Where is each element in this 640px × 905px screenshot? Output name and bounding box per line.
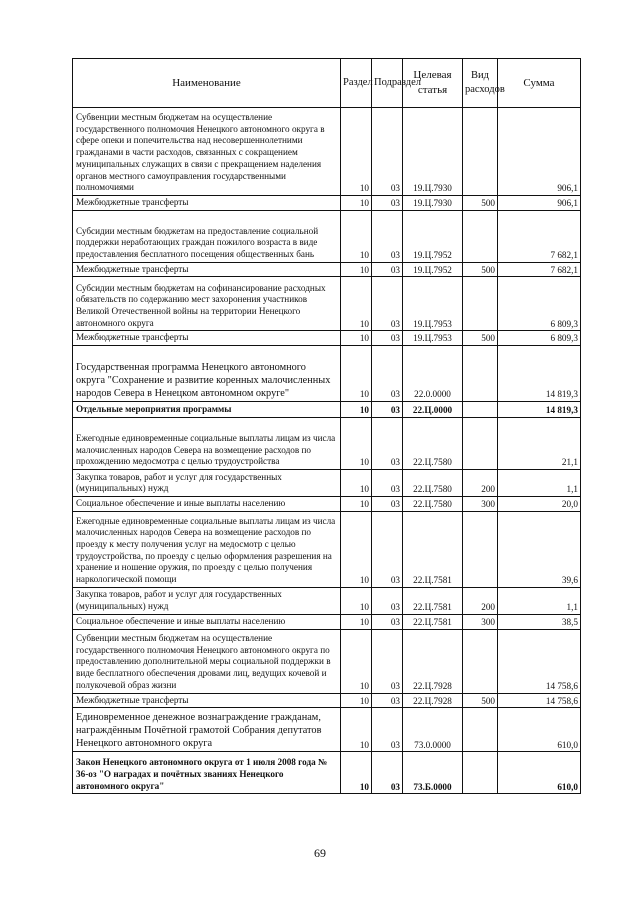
row-type	[463, 108, 498, 196]
row-target: 22.Ц.7580	[403, 470, 463, 497]
row-target: 19.Ц.7930	[403, 196, 463, 211]
row-type	[463, 511, 498, 587]
row-type: 500	[463, 196, 498, 211]
table-row	[73, 497, 581, 512]
row-target: 73.Б.0000	[403, 752, 463, 794]
row-sum: 610,0	[498, 708, 581, 752]
row-subsection: 03	[372, 587, 403, 614]
row-target: 22.0.0000	[403, 346, 463, 402]
row-sum: 906,1	[498, 196, 581, 211]
row-type	[463, 277, 498, 331]
row-section: 10	[341, 511, 372, 587]
row-sum: 7 682,1	[498, 262, 581, 277]
table-row	[73, 587, 581, 614]
table-row	[73, 402, 581, 418]
row-name: Межбюджетные трансферты	[73, 262, 341, 277]
table-row	[73, 108, 581, 196]
row-target: 19.Ц.7952	[403, 262, 463, 277]
row-section: 10	[341, 497, 372, 512]
table-row	[73, 511, 581, 587]
row-section: 10	[341, 752, 372, 794]
header-section: Раздел	[341, 59, 372, 108]
row-subsection: 03	[372, 629, 403, 693]
row-name: Субвенции местным бюджетам на осуществление государственного полномочия Ненецкого автономного округа по предоставлению дополнительной меры социальной поддержки в виде бесплатного обеспечения дровами лиц, ведущих кочевой и полукочевой образ жизни	[73, 629, 341, 693]
row-target: 22.Ц.7581	[403, 587, 463, 614]
table-row	[73, 331, 581, 346]
row-sum: 6 809,3	[498, 277, 581, 331]
row-subsection: 03	[372, 210, 403, 262]
table-row	[73, 752, 581, 794]
row-name: Единовременное денежное вознаграждение гражданам, награждённым Почётной грамотой Собрания депутатов Ненецкого автономного округа	[73, 708, 341, 752]
page-number: 69	[314, 846, 326, 860]
row-name: Межбюджетные трансферты	[73, 196, 341, 211]
table-row	[73, 708, 581, 752]
row-sum: 21,1	[498, 418, 581, 470]
table-row	[73, 418, 581, 470]
row-type: 200	[463, 470, 498, 497]
row-section: 10	[341, 470, 372, 497]
row-type: 500	[463, 693, 498, 708]
row-subsection: 03	[372, 262, 403, 277]
row-sum: 610,0	[498, 752, 581, 794]
header-name: Наименование	[73, 59, 341, 108]
table-row	[73, 693, 581, 708]
row-sum: 20,0	[498, 497, 581, 512]
row-section: 10	[341, 693, 372, 708]
row-subsection: 03	[372, 331, 403, 346]
row-type: 200	[463, 587, 498, 614]
row-type	[463, 346, 498, 402]
row-target: 22.Ц.0000	[403, 402, 463, 418]
row-type	[463, 402, 498, 418]
row-section: 10	[341, 614, 372, 629]
row-subsection: 03	[372, 470, 403, 497]
row-subsection: 03	[372, 693, 403, 708]
row-type	[463, 210, 498, 262]
row-subsection: 03	[372, 346, 403, 402]
row-subsection: 03	[372, 752, 403, 794]
row-section: 10	[341, 210, 372, 262]
budget-table	[72, 58, 581, 794]
row-name: Закупка товаров, работ и услуг для государственных (муниципальных) нужд	[73, 587, 341, 614]
row-target: 19.Ц.7952	[403, 210, 463, 262]
row-target: 19.Ц.7930	[403, 108, 463, 196]
row-sum: 6 809,3	[498, 331, 581, 346]
row-target: 22.Ц.7928	[403, 629, 463, 693]
row-target: 22.Ц.7580	[403, 418, 463, 470]
row-type	[463, 418, 498, 470]
row-target: 19.Ц.7953	[403, 331, 463, 346]
row-type	[463, 708, 498, 752]
row-subsection: 03	[372, 614, 403, 629]
row-subsection: 03	[372, 402, 403, 418]
row-section: 10	[341, 418, 372, 470]
table-row	[73, 629, 581, 693]
row-target: 73.0.0000	[403, 708, 463, 752]
row-target: 19.Ц.7953	[403, 277, 463, 331]
header-sum: Сумма	[498, 59, 581, 108]
row-subsection: 03	[372, 418, 403, 470]
row-section: 10	[341, 196, 372, 211]
table-row	[73, 346, 581, 402]
row-sum: 1,1	[498, 470, 581, 497]
row-sum: 14 819,3	[498, 346, 581, 402]
row-name: Межбюджетные трансферты	[73, 331, 341, 346]
row-name: Социальное обеспечение и иные выплаты населению	[73, 614, 341, 629]
row-sum: 1,1	[498, 587, 581, 614]
row-sum: 38,5	[498, 614, 581, 629]
row-target: 22.Ц.7581	[403, 511, 463, 587]
row-section: 10	[341, 277, 372, 331]
row-sum: 39,6	[498, 511, 581, 587]
row-name: Закупка товаров, работ и услуг для государственных (муниципальных) нужд	[73, 470, 341, 497]
row-sum: 906,1	[498, 108, 581, 196]
table-row	[73, 262, 581, 277]
row-name: Государственная программа Ненецкого автономного округа "Сохранение и развитие коренных малочисленных народов Севера в Ненецком автономном округе"	[73, 346, 341, 402]
row-sum: 14 819,3	[498, 402, 581, 418]
row-subsection: 03	[372, 108, 403, 196]
header-target: Целевая статья	[403, 59, 463, 108]
row-target: 22.Ц.7580	[403, 497, 463, 512]
table-row	[73, 614, 581, 629]
header-expense-type: Вид расходов	[463, 59, 498, 108]
row-subsection: 03	[372, 277, 403, 331]
row-section: 10	[341, 331, 372, 346]
table-row	[73, 470, 581, 497]
row-subsection: 03	[372, 497, 403, 512]
row-type: 500	[463, 262, 498, 277]
row-section: 10	[341, 708, 372, 752]
row-section: 10	[341, 629, 372, 693]
row-name: Субсидии местным бюджетам на предоставление социальной поддержки неработающих граждан пожилого возраста в виде предоставления бесплатного посещения общественных бань	[73, 210, 341, 262]
table-row	[73, 196, 581, 211]
row-section: 10	[341, 402, 372, 418]
row-section: 10	[341, 262, 372, 277]
table-row	[73, 210, 581, 262]
row-subsection: 03	[372, 708, 403, 752]
row-name: Межбюджетные трансферты	[73, 693, 341, 708]
row-type: 300	[463, 497, 498, 512]
row-type: 300	[463, 614, 498, 629]
row-name: Ежегодные единовременные социальные выплаты лицам из числа малочисленных народов Севера на возмещение расходов по проезду к месту получения услуг на медосмотр с целью трудоустройства, по проезду с целью оформления разрешения на хранение и ношение оружия, по проезду с целью получения наркологической помощи	[73, 511, 341, 587]
row-type	[463, 752, 498, 794]
row-section: 10	[341, 108, 372, 196]
table-header-row	[73, 59, 581, 108]
row-subsection: 03	[372, 196, 403, 211]
table-row	[73, 277, 581, 331]
row-target: 22.Ц.7928	[403, 693, 463, 708]
row-name: Субсидии местным бюджетам на софинансирование расходных обязательств по содержанию мест захоронения участников Великой Отечественной войны на территории Ненецкого автономного округа	[73, 277, 341, 331]
row-sum: 14 758,6	[498, 693, 581, 708]
row-name: Субвенции местным бюджетам на осуществление государственного полномочия Ненецкого автономного округа в сфере опеки и попечительства над несовершеннолетними гражданами в части расходов, связанных с сокращением муниципальных служащих в связи с прекращением наделения органов местного самоуправления государственными полномочиями	[73, 108, 341, 196]
row-type	[463, 629, 498, 693]
row-sum: 14 758,6	[498, 629, 581, 693]
row-name: Ежегодные единовременные социальные выплаты лицам из числа малочисленных народов Севера на возмещение расходов по прохождению медосмотра с целью трудоустройства	[73, 418, 341, 470]
row-type: 500	[463, 331, 498, 346]
row-section: 10	[341, 346, 372, 402]
header-subsection: Подраздел	[372, 59, 403, 108]
row-name: Закон Ненецкого автономного округа от 1 июля 2008 года № 36-оз "О наградах и почётных званиях Ненецкого автономного округа"	[73, 752, 341, 794]
row-section: 10	[341, 587, 372, 614]
row-subsection: 03	[372, 511, 403, 587]
row-target: 22.Ц.7581	[403, 614, 463, 629]
row-sum: 7 682,1	[498, 210, 581, 262]
row-name: Социальное обеспечение и иные выплаты населению	[73, 497, 341, 512]
row-name: Отдельные мероприятия программы	[73, 402, 341, 418]
